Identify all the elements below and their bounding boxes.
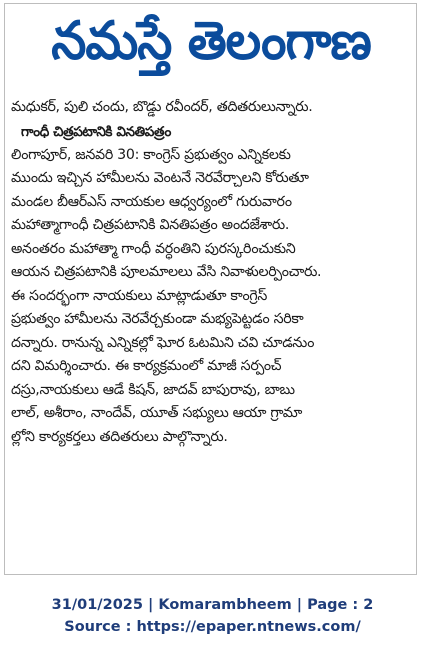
article-headline: గాంధీ చిత్రపటానికి వినతిపత్రం [21,123,171,140]
article [11,96,411,449]
body-line: దని విమర్శించారు. ఈ కార్యక్రమంలో మాజీ సర్పంచ్ [11,358,282,374]
body-line: ముందు ఇచ్చిన హామీలను వెంటనే నెరవేర్చాలని కోరుతూ [11,170,309,186]
source-footer [0,594,425,638]
masthead [13,6,409,88]
footer-meta-line: 31/01/2025 | Komarambheem | Page : 2 [51,597,374,613]
body-line: అనంతరం మహాత్మా గాంధీ వర్ధంతిని పురస్కరించుకుని [11,240,296,257]
article-body [11,144,411,450]
body-line: ఈ సందర్భంగా నాయకులు మాట్లాడుతూ కాంగ్రెస్ [11,287,268,304]
body-line: ఆయన చిత్రపటానికి పూలమాలలు వేసి నివాళులర్పించారు. [11,264,322,280]
body-line: ప్రభుత్వం హామీలను నెరవేర్చకుండా మభ్యపెట్టడం సరికా [11,311,304,327]
body-line: లింగాపూర్, జనవరి 30: కాంగ్రెస్ ప్రభుత్వం ఎన్నికలకు [11,146,291,163]
body-line: లాల్, అశీరాం, నాందేవ్, యూత్ సభ్యులు ఆయా గ్రామా [11,405,302,421]
body-line: ల్లోని కార్యకర్తలు తదితరులు పాల్గొన్నారు. [11,428,228,445]
body-line: మహాత్మాగాంధీ చిత్రపటానికి వినతిపత్రం అందజేశారు. [11,217,290,233]
footer-source-line[interactable]: Source : https://epaper.ntnews.com/ [64,619,361,635]
newspaper-clipping [4,3,417,575]
masthead-title: నమస్తే తెలంగాణ [51,9,371,71]
article-lead-line: మధుకర్, పులి చందు, బొడ్డు రవీందర్, తదితరులున్నారు. [11,99,313,115]
body-line: దస్రు,నాయకులు ఆడే కిషన్, జాదవ్ బాపురావు, బాబు [11,381,295,398]
body-line: మండల బీఆర్ఎస్ నాయకుల ఆధ్వర్యంలో గురువారం [11,193,292,210]
body-line: దన్నారు. రానున్న ఎన్నికల్లో ఘోర ఓటమిని చవి చూడనుం [11,334,315,351]
